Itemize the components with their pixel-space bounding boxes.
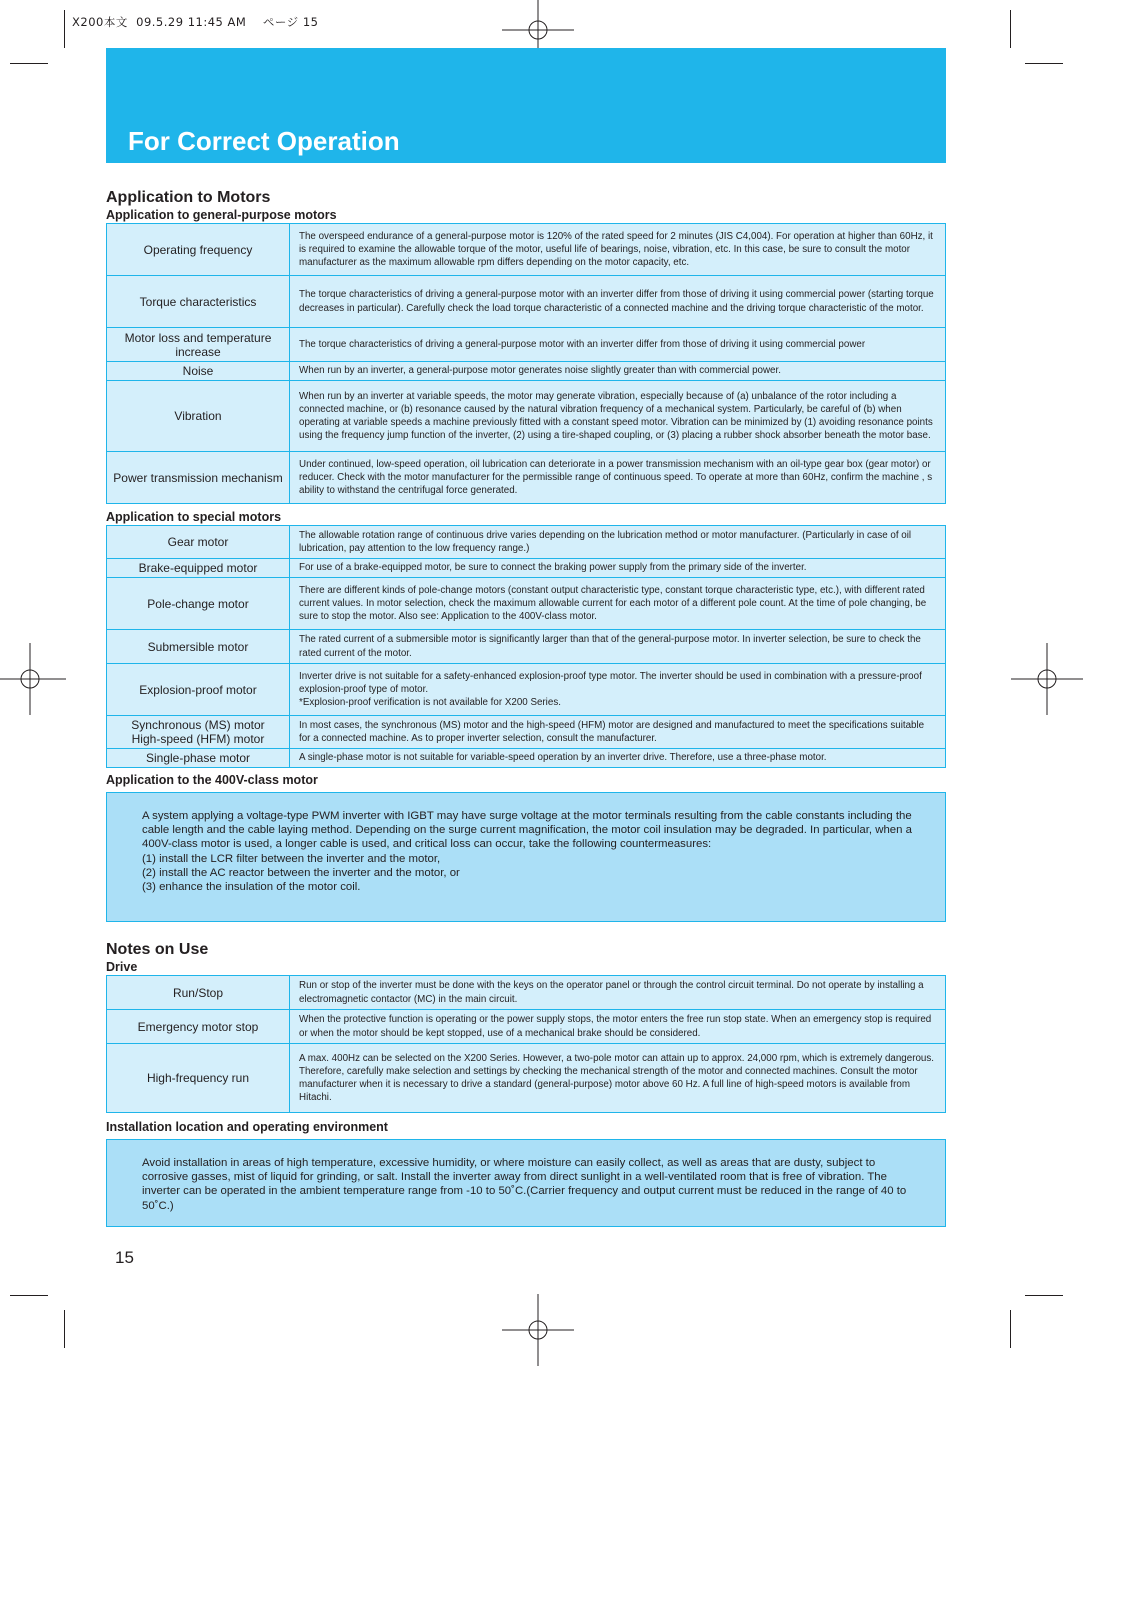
row-label: Motor loss and temperature increase bbox=[107, 328, 290, 362]
table-row bbox=[107, 224, 946, 276]
title-banner bbox=[106, 48, 946, 163]
row-description: The torque characteristics of driving a general-purpose motor with an inverter differ from those of driving it using commercial power (starting torque decreases in particular). Carefully check the load torque characteristic of a connected machine and the driving torque characteristic of the motor. bbox=[290, 276, 946, 328]
row-description: In most cases, the synchronous (MS) motor and the high-speed (HFM) motor are designed and manufactured to meet the specifications suitable for a connected machine. As to proper inverter selection, consult the manufacturer. bbox=[290, 716, 946, 749]
registration-mark-icon bbox=[502, 1294, 574, 1366]
crop-mark bbox=[64, 1310, 65, 1348]
row-label: High-frequency run bbox=[107, 1044, 290, 1113]
row-description: When run by an inverter at variable speeds, the motor may generate vibration, especially because of (a) unbalance of the rotor including a connected machine, or (b) resonance caused by the natural vibration frequency of a mechanical system. Particularly, be careful of (b) when operating at variable speeds a machine previously fitted with a constant speed motor. Vibration can be minimized by (1) avoiding resonance points using the frequency jump function of the inverter, (2) using a tire-shaped coupling, or (3) placing a rubber shock absorber beneath the motor base. bbox=[290, 381, 946, 452]
row-label: Explosion-proof motor bbox=[107, 664, 290, 716]
main-content bbox=[106, 188, 946, 1227]
table-row bbox=[107, 1010, 946, 1044]
installation-box bbox=[106, 1139, 946, 1227]
row-label: Operating frequency bbox=[107, 224, 290, 276]
table-row bbox=[107, 630, 946, 664]
section-title-notes-on-use: Notes on Use bbox=[106, 941, 209, 958]
table-row bbox=[107, 716, 946, 749]
row-label: Pole-change motor bbox=[107, 578, 290, 630]
row-label: Torque characteristics bbox=[107, 276, 290, 328]
table-row bbox=[107, 664, 946, 716]
table-row bbox=[107, 1044, 946, 1113]
table-row bbox=[107, 381, 946, 452]
400v-intro: A system applying a voltage-type PWM inverter with IGBT may have surge voltage at the motor terminals resulting from the cable constants including the cable length and the cable laying method. Depending on the surge current magnification, the motor coil insulation may be degraded. In particular, when a 400V-class motor is used, a longer cable is used, and critical loss can occur, take the following countermeasures: bbox=[142, 810, 912, 851]
crop-mark bbox=[1025, 63, 1063, 64]
special-motors-table bbox=[106, 525, 946, 768]
row-label: Run/Stop bbox=[107, 976, 290, 1010]
row-label: Single-phase motor bbox=[107, 749, 290, 768]
table-row bbox=[107, 559, 946, 578]
row-description: A max. 400Hz can be selected on the X200 Series. However, a two-pole motor can attain up to approx. 24,000 rpm, which is extremely dangerous. Therefore, carefully make selection and settings by checking the mechanical strength of the motor and connected machines. Consult the motor manufacturer when it is necessary to drive a standard (general-purpose) motor above 60 Hz. A full line of high-speed motors is available from Hitachi. bbox=[290, 1044, 946, 1113]
table-row bbox=[107, 526, 946, 559]
row-description: When the protective function is operating or the power supply stops, the motor enters the free run stop state. When an emergency stop is required or when the motor should be kept stopped, use of a mechanical brake should be considered. bbox=[290, 1010, 946, 1044]
row-description: A single-phase motor is not suitable for variable-speed operation by an inverter drive. Therefore, use a three-phase motor. bbox=[290, 749, 946, 768]
crop-mark bbox=[10, 1295, 48, 1296]
crop-mark bbox=[64, 10, 65, 48]
table-row bbox=[107, 578, 946, 630]
general-purpose-motors-table bbox=[106, 223, 946, 504]
drive-table bbox=[106, 975, 946, 1113]
row-description: Run or stop of the inverter must be done with the keys on the operator panel or through the control circuit terminal. Do not operate by installing a electromagnetic contactor (MC) in the main circuit. bbox=[290, 976, 946, 1010]
row-label: Emergency motor stop bbox=[107, 1010, 290, 1044]
table-row bbox=[107, 276, 946, 328]
subsection-title-drive: Drive bbox=[106, 960, 138, 974]
row-label-line: High-speed (HFM) motor bbox=[131, 732, 265, 746]
table-row bbox=[107, 362, 946, 381]
row-label: Gear motor bbox=[107, 526, 290, 559]
row-description-text: Inverter drive is not suitable for a safety-enhanced explosion-proof type motor. The inverter should be used in combination with a pressure-proof explosion-proof type of motor. bbox=[299, 670, 922, 695]
table-row bbox=[107, 328, 946, 362]
row-label: Submersible motor bbox=[107, 630, 290, 664]
table-row bbox=[107, 452, 946, 504]
subsection-title-general-purpose: Application to general-purpose motors bbox=[106, 208, 337, 222]
row-label: Power transmission mechanism bbox=[107, 452, 290, 504]
row-description: The overspeed endurance of a general-purpose motor is 120% of the rated speed for 2 minutes (JIS C4,004). For operation at higher than 60Hz, it is required to examine the allowable torque of the motor, useful life of bearings, noise, vibration, etc. In this case, be sure to consult the motor manufacturer as the maximum allowable rpm differs depending on the motor capacity, etc. bbox=[290, 224, 946, 276]
row-description: The torque characteristics of driving a general-purpose motor with an inverter differ from those of driving it using commercial power bbox=[290, 328, 946, 362]
crop-mark bbox=[1025, 1295, 1063, 1296]
row-label: Vibration bbox=[107, 381, 290, 452]
table-row bbox=[107, 749, 946, 768]
countermeasure-item: (2) install the AC reactor between the inverter and the motor, or bbox=[142, 866, 460, 879]
subsection-title-400v: Application to the 400V-class motor bbox=[106, 773, 318, 787]
row-description: There are different kinds of pole-change motors (constant output characteristic type, constant torque characteristic type, etc.), with different rated current values. In motor selection, check the maximum allowable current for each motor of a different pole count. At the time of pole changing, be sure to stop the motor. Also see: Application to the 400V-class motor. bbox=[290, 578, 946, 630]
print-slug: X200本文 09.5.29 11:45 AM ページ 15 bbox=[72, 15, 319, 29]
crop-mark bbox=[1010, 1310, 1011, 1348]
row-description: The rated current of a submersible motor is significantly larger than that of the general-purpose motor. In inverter selection, be sure to check the rated current of the motor. bbox=[290, 630, 946, 664]
row-description: For use of a brake-equipped motor, be sure to connect the braking power supply from the primary side of the inverter. bbox=[290, 559, 946, 578]
row-label: Noise bbox=[107, 362, 290, 381]
row-label: Brake-equipped motor bbox=[107, 559, 290, 578]
installation-text: Avoid installation in areas of high temperature, excessive humidity, or where moisture can easily collect, as well as areas that are dusty, subject to corrosive gasses, mist of liquid for grinding, or salt. Install the inverter away from direct sunlight in a well-ventilated room that is free of vibration. The inverter can be operated in the ambient temperature range from -10 to 50˚C.(Carrier frequency and output current must be reduced in the range of 40 to 50˚C.) bbox=[142, 1157, 907, 1212]
row-description: The allowable rotation range of continuous drive varies depending on the lubrication method or motor manufacturer. (Particularly in case of oil lubrication, pay attention to the low frequency range.) bbox=[290, 526, 946, 559]
row-description: When run by an inverter, a general-purpose motor generates noise slightly greater than with commercial power. bbox=[290, 362, 946, 381]
countermeasure-item: (1) install the LCR filter between the inverter and the motor, bbox=[142, 852, 441, 865]
row-label bbox=[107, 716, 290, 749]
row-label-line: Synchronous (MS) motor bbox=[131, 718, 265, 732]
countermeasure-item: (3) enhance the insulation of the motor coil. bbox=[142, 881, 361, 894]
subsection-title-special: Application to special motors bbox=[106, 510, 282, 524]
page-number: 15 bbox=[115, 1248, 134, 1267]
row-description bbox=[290, 664, 946, 716]
page-title: For Correct Operation bbox=[128, 126, 400, 156]
400v-class-motor-box bbox=[106, 792, 946, 922]
row-footnote: *Explosion-proof verification is not available for X200 Series. bbox=[299, 697, 561, 709]
crop-mark bbox=[1010, 10, 1011, 48]
subsection-title-installation: Installation location and operating environment bbox=[106, 1120, 388, 1134]
crop-mark bbox=[10, 63, 48, 64]
row-description: Under continued, low-speed operation, oil lubrication can deteriorate in a power transmission mechanism with an oil-type gear box (gear motor) or reducer. Check with the motor manufacturer for the permissible range of continuous speed. To operate at more than 60Hz, confirm the machine , s ability to withstand the centrifugal force generated. bbox=[290, 452, 946, 504]
registration-mark-icon bbox=[0, 643, 66, 715]
section-title-application-to-motors: Application to Motors bbox=[106, 189, 271, 206]
registration-mark-icon bbox=[1011, 643, 1083, 715]
table-row bbox=[107, 976, 946, 1010]
